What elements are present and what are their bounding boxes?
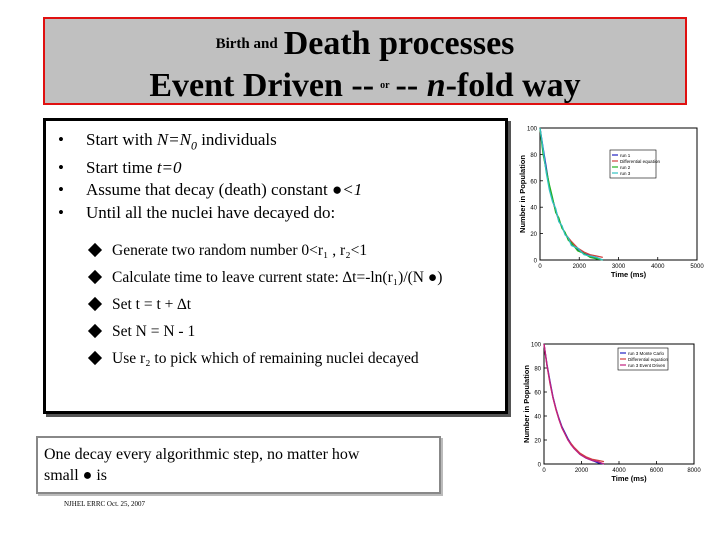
y-tick-label: 40 (534, 414, 541, 421)
legend-label: run 3 (620, 170, 631, 176)
title-nfold-prefix: -- (395, 67, 427, 104)
title-line-1 (45, 25, 685, 63)
sub-bullet-item: Set N = N - 1 (90, 318, 442, 345)
diamond-bullet-icon (88, 297, 102, 311)
x-tick-label: 2000 (574, 468, 589, 474)
title-small: Birth and (215, 36, 278, 52)
y-tick-label: 100 (526, 126, 537, 133)
title-event-driven: Event Driven -- (149, 67, 375, 104)
sub-bullet-item: Set t = t + ∆t (90, 291, 442, 318)
y-tick-label: 80 (534, 366, 541, 373)
y-tick-label: 80 (530, 152, 537, 159)
algorithm-box (43, 118, 508, 414)
bullet-item: • Until all the nuclei have decayed do: (58, 202, 336, 222)
x-tick-label: 4000 (612, 468, 626, 474)
population-chart-top (512, 120, 712, 280)
title-nfold-n: n (426, 67, 446, 104)
x-tick-label: 3000 (611, 264, 626, 270)
y-tick-label: 20 (530, 232, 537, 239)
x-tick-label: 5000 (690, 264, 704, 270)
y-tick-label: 0 (533, 258, 537, 265)
title-line-2 (45, 67, 685, 105)
legend-label: run 2 (620, 164, 631, 170)
x-tick-label: 0 (542, 468, 546, 474)
x-tick-label: 4000 (651, 264, 665, 270)
x-tick-label: 6000 (649, 468, 664, 474)
title-or: or (380, 80, 390, 91)
legend-box (610, 150, 656, 178)
x-axis-label: Time (ms) (610, 270, 647, 279)
note-line-2: small ● is (44, 467, 107, 484)
diamond-bullet-icon (88, 324, 102, 338)
population-chart-bottom (518, 334, 708, 484)
y-tick-label: 20 (534, 438, 541, 445)
note-line-1: One decay every algorithmic step, no matter how (44, 446, 360, 463)
bullet-item: • Start time t=0 (58, 157, 182, 177)
title-box (43, 17, 687, 105)
bullet-item: • Assume that decay (death) constant ●<1 (58, 180, 363, 200)
x-axis-label: Time (ms) (611, 474, 647, 483)
y-tick-label: 60 (534, 390, 541, 397)
sub-bullet-list (90, 237, 442, 372)
x-tick-label: 0 (538, 264, 542, 270)
legend-label: run 3 Event Driven (628, 362, 666, 368)
diamond-bullet-icon (88, 243, 102, 257)
legend-label: run 1 (620, 152, 631, 158)
legend-label: Differential equation (628, 356, 668, 362)
title-big: Death processes (283, 25, 515, 62)
x-tick-label: 2000 (572, 264, 586, 270)
footer-text: NJHEL ERRC Oct. 25, 2007 (64, 500, 146, 508)
y-tick-label: 60 (530, 179, 537, 186)
legend-label: run 3 Monte Carlo (628, 350, 665, 356)
sub-bullet-item: Generate two random number 0<r₁ , r₂<1 (90, 237, 442, 264)
sub-bullet-item: Use r₂ to pick which of remaining nuclei decayed (90, 345, 442, 372)
title-nfold-suffix: -fold way (445, 67, 581, 104)
legend-label: Differential equation (620, 158, 660, 164)
bullet-list (58, 129, 362, 224)
diamond-bullet-icon (88, 351, 102, 365)
sub-bullet-item: Calculate time to leave current state: ∆t=-ln(r₁)/(N ●) (90, 264, 442, 291)
y-tick-label: 100 (530, 342, 541, 349)
y-axis-label: Number in Population (522, 365, 531, 443)
plot-frame (540, 128, 697, 260)
x-tick-label: 8000 (687, 468, 701, 474)
y-axis-label: Number in Population (518, 155, 527, 233)
bullet-item: • Start with $N=N_0$ individuals (58, 130, 277, 153)
diamond-bullet-icon (88, 270, 102, 284)
note-box (36, 436, 441, 494)
y-tick-label: 40 (530, 205, 537, 212)
y-tick-label: 0 (537, 462, 541, 469)
